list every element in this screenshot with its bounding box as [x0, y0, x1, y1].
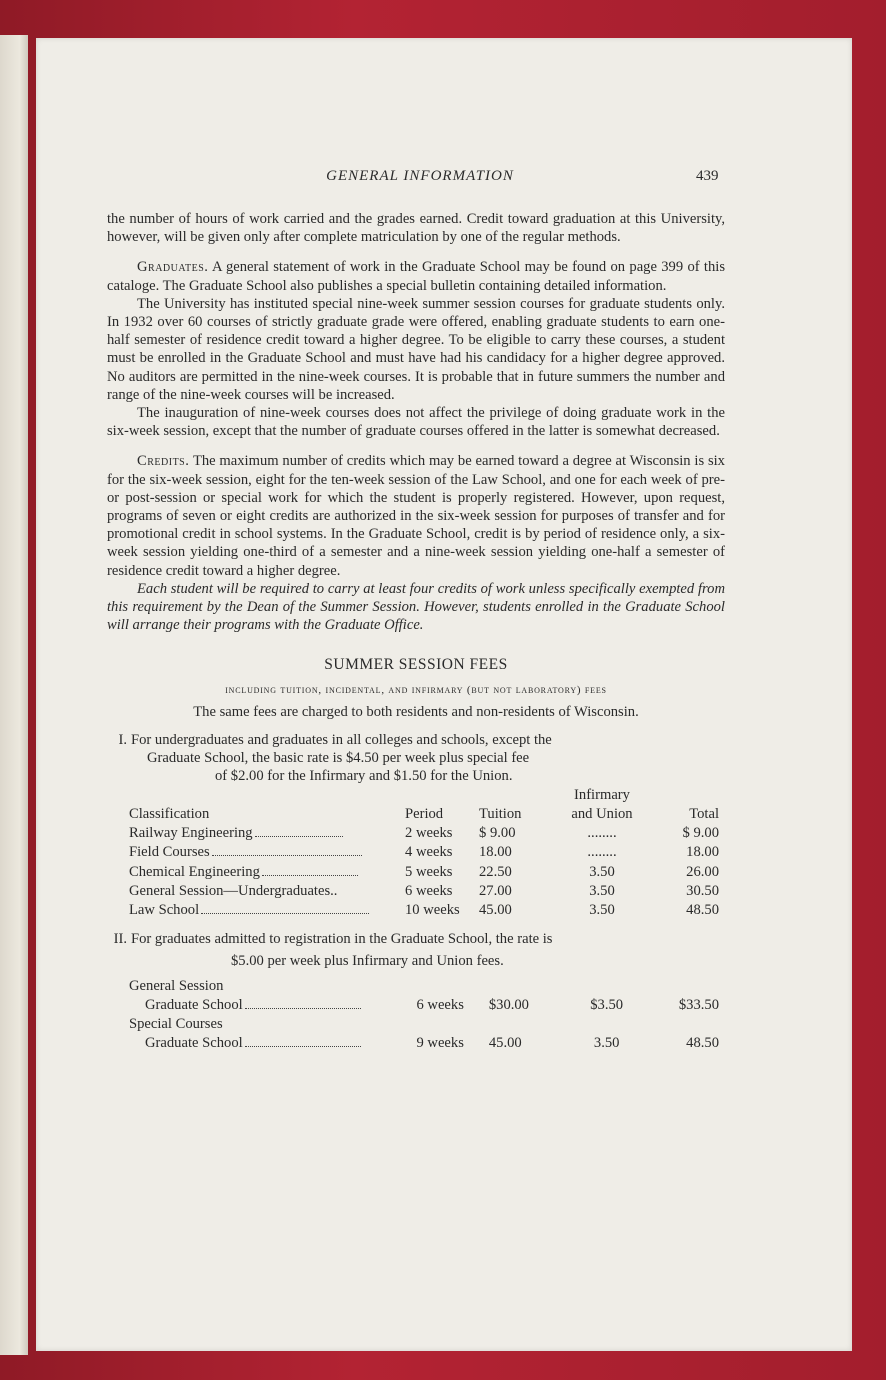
cell-period: 2 weeks [405, 825, 453, 842]
cell-infirmary-union: 3.50 [589, 863, 615, 880]
section-1-numeral: I. [118, 732, 127, 749]
column-header-infirmary-union: and Union [571, 805, 633, 822]
cell-classification [129, 882, 405, 901]
graduates-paragraph-2: The University has instituted special nine-week summer session courses for graduate students only. In 1932 over 60 courses of strictly graduate grade were offered, enabling graduate students to earn one-half semester of residence credit toward a higher degree. To be eligible to carry these courses, a student must be enrolled in the Graduate School and must have had his candidacy for a higher degree approved. No auditors are permitted in the nine-week courses. It is probable that in future summers the number and range of the nine-week courses will be increased. [107, 295, 725, 403]
section-2-rows [129, 977, 719, 1054]
left-page-edge [0, 35, 28, 1355]
cell-total: 48.50 [686, 1035, 719, 1052]
intro-paragraph: the number of hours of work carried and the grades earned. Credit toward graduation at this University, however, will be given only after complete matriculation by one of the regular methods. [107, 211, 725, 246]
cell-infirmary-union: $3.50 [590, 996, 624, 1013]
table-header-row-top [129, 786, 719, 805]
cell-tuition: 27.00 [479, 882, 512, 899]
cell-classification [129, 843, 405, 862]
classification-label: Field Courses [129, 844, 210, 861]
cell-classification [129, 1034, 416, 1053]
cell-classification [129, 863, 405, 882]
fees-note: The same fees are charged to both residents and non-residents of Wisconsin. [193, 703, 639, 720]
cell-total: 18.00 [686, 844, 719, 861]
table-row [129, 824, 719, 843]
table-header-row [129, 805, 719, 824]
page-number: 439 [696, 168, 719, 184]
column-header-classification: Classification [129, 805, 210, 822]
cell-period: 4 weeks [405, 844, 453, 861]
classification-label: General Session—Undergraduates.. [129, 882, 338, 899]
column-header-total: Total [689, 805, 719, 822]
cell-infirmary-union: 3.50 [593, 1035, 620, 1052]
running-header: GENERAL INFORMATION [326, 168, 514, 184]
group-heading: General Session [129, 977, 224, 994]
cell-classification [129, 996, 416, 1015]
cell-period: 9 weeks [416, 1035, 464, 1052]
group-heading: Special Courses [129, 1015, 223, 1032]
section-2-line-2: $5.00 per week plus Infirmary and Union fees. [231, 953, 504, 970]
cell-total: $33.50 [678, 996, 719, 1013]
dot-leader [255, 836, 343, 837]
section-1-rows [129, 824, 719, 920]
dot-leader [201, 913, 369, 914]
credits-paragraph-1 [107, 452, 725, 579]
classification-label: Railway Engineering [129, 825, 253, 842]
dot-leader [245, 1046, 361, 1047]
fees-section-1-intro [107, 731, 725, 786]
table-row [129, 843, 719, 862]
credits-heading: Credits. [137, 453, 190, 470]
group-heading-row [129, 1015, 719, 1034]
section-1-line-2: Graduate School, the basic rate is $4.50 per week plus special fee [147, 750, 530, 767]
graduates-heading: Graduates. [137, 259, 209, 276]
fees-table-section-1 [129, 786, 719, 920]
cell-period: 5 weeks [405, 863, 453, 880]
credits-text-1: The maximum number of credits which may be earned toward a degree at Wisconsin is six for the six-week session, eight for the ten-week session of the Law School, and one for each week of pre- or post-session or special work for which the student is properly registered. However, upon request, programs of seven or eight credits are authorized in the six-week session for purposes of transfer and for promotional credit in school systems. In the Graduate School, credit is by period of residence only, a six-week session yielding one-third of a semester and a nine-week session yielding one-half a semester of residence credit toward a higher degree. [107, 453, 725, 579]
table-row [129, 1034, 719, 1053]
cell-infirmary-union: ........ [587, 844, 617, 861]
cell-tuition: 45.00 [479, 901, 512, 918]
table-row [129, 996, 719, 1015]
page-body [107, 210, 725, 1053]
cell-period: 6 weeks [405, 882, 453, 899]
credits-italic-paragraph: Each student will be required to carry at least four credits of work unless specifically exempted from this requirement by the Dean of the Summer Session. However, students enrolled in the Graduate School will arrange their programs with the Graduate Office. [107, 580, 725, 634]
classification-label: Law School [129, 901, 200, 918]
group-heading-row [129, 977, 719, 996]
cell-infirmary-union: 3.50 [589, 901, 615, 918]
dot-leader [212, 855, 362, 856]
cell-total: $ 9.00 [682, 825, 719, 842]
column-header-infirmary-top: Infirmary [574, 786, 630, 803]
cell-total: 30.50 [686, 882, 719, 899]
table-row [129, 882, 719, 901]
table-row [129, 863, 719, 882]
cell-period: 6 weeks [416, 996, 464, 1013]
cell-total: 48.50 [686, 901, 719, 918]
cell-tuition: $30.00 [488, 996, 529, 1013]
classification-label: Graduate School [145, 1035, 243, 1052]
dot-leader [262, 875, 358, 876]
cell-total: 26.00 [686, 863, 719, 880]
graduates-text-1: A general statement of work in the Graduate School may be found on page 399 of this cataloge. The Graduate School also publishes a special bulletin containing detailed information. [107, 259, 726, 294]
cell-classification [129, 901, 405, 920]
cell-infirmary-union: 3.50 [589, 882, 615, 899]
graduates-paragraph-3: The inauguration of nine-week courses does not affect the privilege of doing graduate work in the six-week session, except that the number of graduate courses offered in the latter is somewhat decreased. [107, 405, 725, 440]
cell-tuition: 45.00 [488, 1035, 522, 1052]
fees-title: SUMMER SESSION FEES [324, 656, 508, 674]
classification-label: Chemical Engineering [129, 863, 260, 880]
cell-tuition: 22.50 [479, 863, 512, 880]
cell-infirmary-union: ........ [587, 825, 617, 842]
section-2-line-1: For graduates admitted to registration in the Graduate School, the rate is [131, 931, 553, 948]
dot-leader [245, 1008, 361, 1009]
cell-period: 10 weeks [405, 901, 460, 918]
section-2-numeral: II. [113, 931, 127, 948]
classification-label: Graduate School [145, 996, 243, 1013]
cell-classification [129, 824, 405, 843]
column-header-period: Period [405, 805, 444, 822]
fees-table-section-2 [129, 977, 719, 1054]
graduates-paragraph-1 [107, 258, 725, 294]
cell-tuition: $ 9.00 [479, 825, 516, 842]
fees-subtitle: including tuition, incidental, and infirmary (but not laboratory) fees [225, 683, 607, 696]
cell-tuition: 18.00 [479, 844, 512, 861]
section-1-line-1: For undergraduates and graduates in all colleges and schools, except the [131, 732, 552, 749]
table-row [129, 901, 719, 920]
fees-section-2-intro [107, 930, 725, 970]
section-1-line-3: of $2.00 for the Infirmary and $1.50 for the Union. [215, 768, 513, 785]
column-header-tuition: Tuition [479, 805, 522, 822]
